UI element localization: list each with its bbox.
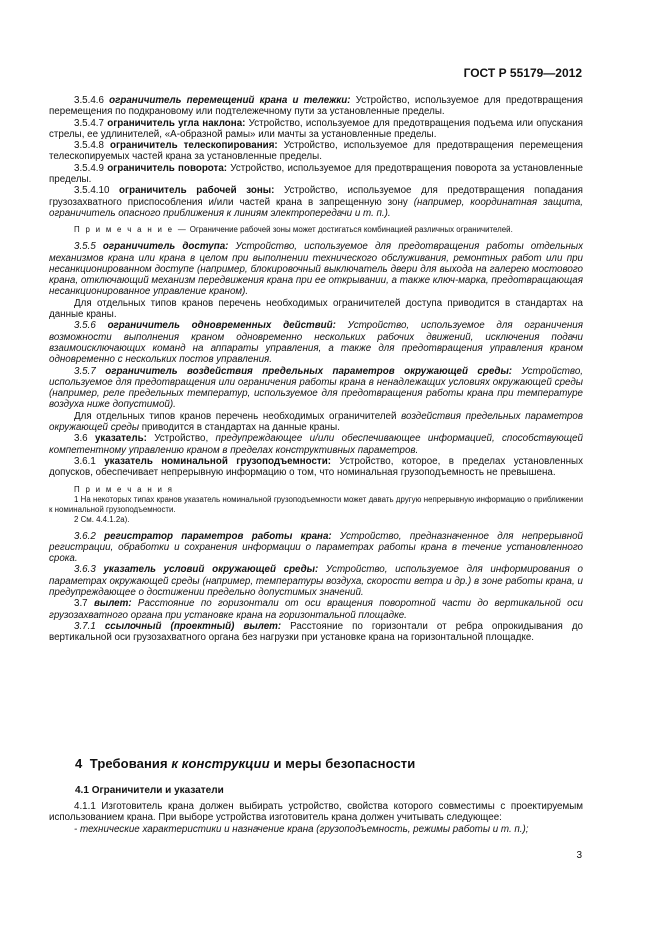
clause-number: 3.5.7 [74, 365, 96, 377]
note-3-5-4-10 [49, 225, 583, 235]
clause-term: ограничитель одновременных действий: [107, 320, 336, 332]
clause-number: 3.5.4.9 [74, 162, 104, 174]
clause-text: Устройство, [146, 433, 216, 445]
clause-number: 3.6.2 [74, 530, 96, 542]
clause-3-5-4-10 [49, 185, 583, 219]
clause-3-5-7 [49, 366, 583, 411]
section-4-heading [75, 756, 415, 771]
subsection-4-1-heading [75, 785, 224, 796]
clause-term: ограничитель угла наклона: [107, 117, 246, 129]
clause-3-5-5-para2: Для отдельных типов кранов перечень необходимых ограничителей доступа приводится в стандартах на данные краны. [49, 297, 583, 321]
clause-text: Устройство, используемое для предотвращения поворота за установленные пределы. [49, 162, 583, 186]
clause-3-7-1 [49, 621, 583, 644]
clause-3-6-1 [49, 456, 583, 479]
section-4-text [49, 801, 583, 835]
clause-term: ограничитель доступа: [102, 241, 229, 253]
clause-3-5-4-8 [49, 140, 583, 163]
clause-term: регистратор параметров работы крана: [104, 530, 332, 542]
subsection-title: Ограничители и указатели [91, 785, 224, 796]
clause-text: Устройство, предназначенное для непрерывной регистрации, обработки и сохранения информации о параметрах работы крана в течение установленного срока. [49, 530, 584, 565]
clause-4-1-1 [49, 801, 583, 824]
definitions-text [49, 95, 583, 643]
clause-3-5-4-6 [49, 95, 583, 118]
clause-term: ограничитель рабочей зоны: [119, 185, 275, 197]
clause-number: 3.5.6 [74, 320, 96, 332]
clause-text: Расстояние по горизонтали от оси вращения поворотной части до вертикальной оси грузозахватного органа при установке крана на горизонтальной площадке. [49, 598, 583, 621]
note-1: 1 На некоторых типах кранов указатель номинальной грузоподъемности может давать другую непрерывную информацию о приближении к номинальной грузоподъемности. [49, 494, 583, 514]
clause-text: Расстояние по горизонтали от ребра опрокидывания до вертикальной оси грузозахватного органа без нагрузки при установке крана на горизонтальной площадке. [49, 620, 583, 644]
clause-text: Устройство, используемое для предотвращения работы отдельных механизмов крана или крана в целом при выполнении технического обслуживания, ремонтных работ или при несанкционированном доступе (например, блокировочный выключатель двери для выхода на галерею мостового крана, отключающий механизм передвижения крана при ее открывании, а также ключ-марка, предотвращающая несанкционированное управление краном). [49, 241, 583, 298]
clause-term: ограничитель телескопирования: [109, 140, 278, 152]
clause-number: 3.5.4.8 [74, 140, 104, 152]
clause-3-5-6 [49, 320, 583, 365]
clause-text: Устройство, используемое для предотвращения попадания грузозахватного приспособления и/или частей крана в запрещенную зону [49, 185, 583, 208]
clause-text: Устройство, используемое для предотвращения или ограничения работы крана в ненадлежащих условиях окружающей среды (например, реле предельных температур, используемое для предотвращения работы крана при температуре воздуха ниже допустимой). [49, 365, 583, 411]
clause-term: ограничитель перемещений крана и тележки: [109, 95, 351, 106]
clause-number: 3.6.3 [74, 564, 96, 576]
clause-text-italic: предупреждающее и/или обеспечивающее информацией, способствующей компетентному управлению краном в пределах конструктивных параметров. [49, 433, 583, 456]
clause-3-5-4-7 [49, 118, 583, 141]
subsection-number: 4.1 [75, 785, 89, 796]
clause-3-5-4-9 [49, 163, 583, 186]
note-2: 2 См. 4.4.1.2а). [74, 514, 130, 524]
page-number: 3 [576, 850, 582, 861]
section-title-part: Требования [89, 756, 172, 771]
text-part: Для отдельных типов кранов перечень необходимых ограничителей [74, 410, 402, 422]
clause-text: Изготовитель крана должен выбирать устройство, свойства которого совместимы с проектируемым использованием крана. При выборе устройства изготовитель крана должен учитывать следующее: [49, 801, 583, 824]
clause-term: ограничитель поворота: [107, 162, 228, 174]
clause-number: 3.5.4.6 [74, 95, 104, 106]
clause-number: 3.6 [74, 433, 88, 445]
clause-text: Устройство, используемое для информирования о параметрах окружающей среды (например, температуры воздуха, скорости ветра и др.) в зоне работы крана, и предупреждающее о достижении предельно допустимых значений. [49, 564, 583, 598]
text-part: приводится в стандартах на данные краны. [139, 422, 340, 434]
clause-3-6 [49, 433, 583, 456]
clause-term: ссылочный (проектный) вылет: [104, 620, 282, 632]
note-label: П р и м е ч а н и я [74, 484, 174, 494]
section-title-italic: к конструкции [171, 756, 270, 771]
text-part-italic: воздействия предельных параметров окружающей среды [49, 410, 583, 434]
clause-3-5-7-para2 [49, 411, 583, 434]
clause-number: 3.5.5 [74, 241, 96, 253]
clause-text: Устройство, используемое для предотвращения подъема или опускания стрелы, ее удлинителей, «А-образной рамы» или мачты за установленные пределы. [49, 117, 583, 140]
section-title-part: и меры безопасности [269, 756, 416, 771]
clause-text-italic: (например, координатная защита, ограничитель опасного приближения к линиям электропередачи и т. п.). [49, 196, 583, 219]
document-id-header: ГОСТ Р 55179—2012 [463, 66, 582, 80]
clause-number: 3.7 [74, 598, 88, 610]
clause-text: Устройство, которое, в пределах установленных допусков, обеспечивает непрерывную информацию о том, что номинальная грузоподъемность не превышена. [49, 455, 583, 479]
clause-number: 3.5.4.7 [74, 117, 104, 129]
clause-3-6-2 [49, 531, 583, 565]
clause-text: Устройство, используемое для предотвращения перемещения телескопируемых частей крана за установленные пределы. [49, 140, 583, 163]
clause-3-7 [49, 598, 583, 621]
clause-3-5-5 [49, 241, 583, 297]
clause-number: 4.1.1 [74, 801, 96, 812]
bullet-1: - технические характеристики и назначение крана (грузоподъемность, режимы работы и т. п.); [74, 823, 529, 835]
clause-number: 3.5.4.10 [74, 185, 110, 197]
clause-number: 3.6.1 [74, 455, 96, 467]
clause-term: вылет: [93, 598, 132, 610]
clause-term: указатель: [94, 433, 147, 445]
note-label: П р и м е ч а н и е — [74, 225, 188, 235]
clause-3-6-3 [49, 564, 583, 598]
clause-text: Устройство, используемое для ограничения возможности выполнения краном одновременно нескольких рабочих движений, исключения подачи взаимоисключающих команд на аппараты управления, а также для предотвращения управления краном одновременно с нескольких постов управления. [49, 320, 583, 366]
clause-term: указатель условий окружающей среды: [103, 564, 319, 576]
clause-term: указатель номинальной грузоподъемности: [104, 455, 332, 467]
clause-text: Устройство, используемое для предотвращения перемещения по подкрановому или подтележечному пути за установленные пределы. [49, 95, 583, 118]
section-number: 4 [75, 756, 83, 771]
clause-term: ограничитель воздействия предельных параметров окружающей среды: [105, 365, 513, 377]
clause-number: 3.7.1 [74, 620, 96, 632]
note-text: Ограничение рабочей зоны может достигаться комбинацией различных ограничителей. [187, 225, 513, 235]
notes-label-3-6-1 [49, 485, 583, 495]
